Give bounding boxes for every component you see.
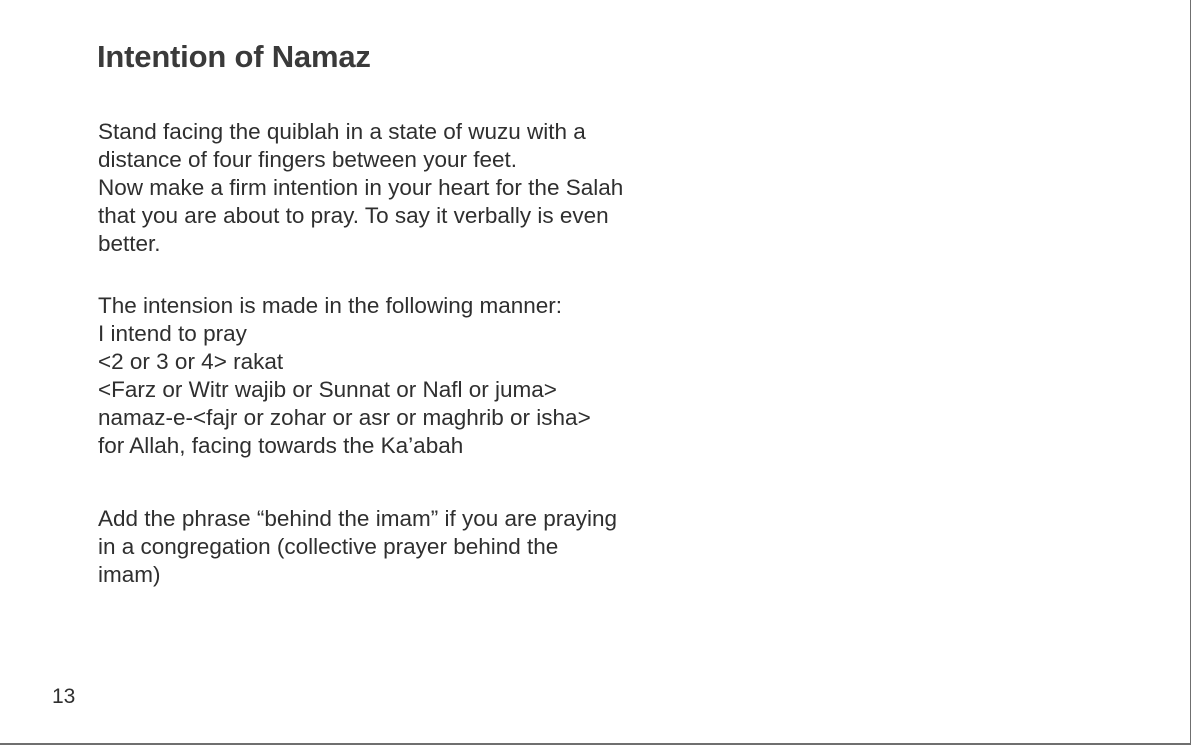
paragraph-line: Stand facing the quiblah in a state of wuzu with a bbox=[98, 119, 586, 144]
paragraph-line: better. bbox=[98, 231, 161, 256]
paragraph-instructions bbox=[98, 118, 718, 258]
paragraph-line: that you are about to pray. To say it verbally is even bbox=[98, 203, 609, 228]
paragraph-line: Add the phrase “behind the imam” if you are praying bbox=[98, 506, 618, 531]
paragraph-intention-formula bbox=[98, 292, 718, 460]
paragraph-line: <2 or 3 or 4> rakat bbox=[98, 349, 284, 374]
paragraph-line: distance of four fingers between your feet. bbox=[98, 147, 517, 172]
paragraph-line: The intension is made in the following manner: bbox=[98, 293, 563, 318]
page-title: Intention of Namaz bbox=[97, 39, 371, 74]
paragraph-line: for Allah, facing towards the Ka’abah bbox=[98, 433, 464, 458]
page-number: 13 bbox=[52, 685, 76, 708]
paragraph-line: namaz-e-<fajr or zohar or asr or maghrib or isha> bbox=[98, 405, 591, 430]
paragraph-congregation-note bbox=[98, 505, 718, 589]
paragraph-line: I intend to pray bbox=[98, 321, 247, 346]
paragraph-line: imam) bbox=[98, 562, 161, 587]
paragraph-line: in a congregation (collective prayer behind the bbox=[98, 534, 559, 559]
paragraph-line: Now make a firm intention in your heart for the Salah bbox=[98, 175, 624, 200]
paragraph-line: <Farz or Witr wajib or Sunnat or Nafl or juma> bbox=[98, 377, 557, 402]
